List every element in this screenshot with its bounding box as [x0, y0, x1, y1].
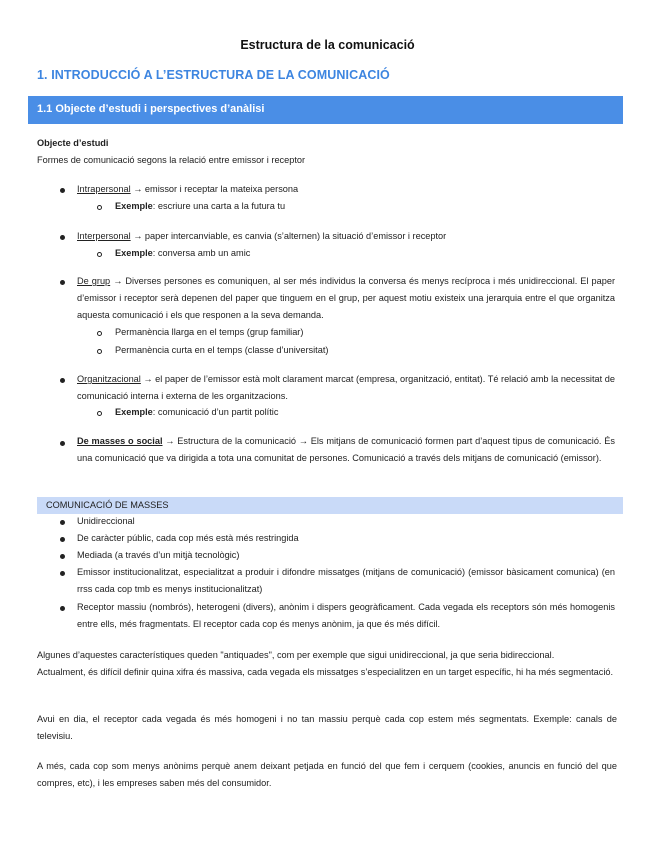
heading-1: 1. INTRODUCCIÓ A L’ESTRUCTURA DE LA COMUNICACIÓ	[37, 68, 390, 82]
bullet-icon	[60, 606, 65, 611]
sub-intrapersonal-example: Exemple: escriure una carta a la futura tu	[115, 201, 286, 211]
sub-de-grup-1: Permanència llarga en el temps (grup familiar)	[115, 327, 304, 337]
objecte-label: Objecte d’estudi	[37, 138, 109, 148]
bullet-de-masses: De masses o social → Estructura de la comunicació → Els mitjans de comunicació formen part d’aquest tipus de comunicació. És una comunicació que va dirigida a tota una comunitat de persones. Comunicació a través dels mitjans de comunicació (emissor).	[77, 436, 615, 463]
bullet-icon	[60, 554, 65, 559]
heading-3-bar	[37, 497, 623, 514]
masses-item-1: Unidireccional	[77, 516, 135, 526]
sub-interpersonal-example: Exemple: conversa amb un amic	[115, 248, 251, 258]
sub-de-grup-2: Permanència curta en el temps (classe d’universitat)	[115, 345, 329, 355]
bullet-icon	[60, 378, 65, 383]
bullet-icon	[60, 235, 65, 240]
bullet-de-grup: De grup → Diverses persones es comuniquen, al ser més individus la conversa és menys recíproca i més unidireccional. El paper d’emissor i receptor serà depenen del paper que tinguem en el grup, per aquest motiu existeix una jerarquia entre el que organitza aquesta comunicació i els que responen a la seva demanda.	[77, 276, 616, 320]
bullet-icon	[60, 280, 65, 285]
heading-2: 1.1 Objecte d’estudi i perspectives d’anàlisi	[37, 103, 265, 115]
heading-3: COMUNICACIÓ DE MASSES	[46, 500, 169, 510]
masses-item-4: Emissor institucionalitzat, especialitzat a produir i difondre missatges (mitjans de comunicació) (emissor bàsicament comunica) (en rrss cada cop tmb es menys institucionalitzat)	[77, 567, 615, 594]
bullet-intrapersonal: Intrapersonal → emissor i receptar la mateixa persona	[77, 184, 299, 194]
paragraph-1b: Actualment, és difícil definir quina xifra és massiva, cada vegada els missatges s’especialitzen en un target específic, hi ha més segmentació.	[37, 667, 614, 677]
objecte-text: Formes de comunicació segons la relació entre emissor i receptor	[37, 155, 306, 165]
sub-bullet-icon	[97, 349, 102, 354]
paragraph-3: A més, cada cop som menys anònims perquè anem deixant petjada en funció del que fem i cerquem (cookies, anuncis en funció del que compres, etc), i les empreses saben més del consumidor.	[37, 761, 617, 788]
bullet-icon	[60, 441, 65, 446]
sub-organitzacional-example: Exemple: comunicació d’un partit polític	[115, 407, 279, 417]
bullet-icon	[60, 520, 65, 525]
bullet-organitzacional: Organitzacional → el paper de l’emissor està molt clarament marcat (empresa, organització, entitat). Té relació amb la necessitat de comunicació interna i externa de les organitzacions.	[77, 374, 615, 401]
bullet-icon	[60, 537, 65, 542]
sub-bullet-icon	[97, 411, 102, 416]
heading-2-bar	[28, 96, 623, 124]
masses-item-5: Receptor massiu (nombrós), heterogeni (divers), anònim i dispers geogràficament. Cada vegada els receptors són més homogenis entre ells, més fragmentats. El receptor cada cop és menys anònim, ja que és més difícil.	[77, 602, 615, 629]
masses-item-3: Mediada (a través d’un mitjà tecnològic)	[77, 550, 240, 560]
bullet-interpersonal: Interpersonal → paper intercanviable, es canvia (s’alternen) la situació d’emissor i receptor	[77, 231, 447, 241]
sub-bullet-icon	[97, 205, 102, 210]
sub-bullet-icon	[97, 331, 102, 336]
paragraph-1a: Algunes d’aquestes característiques queden "antiquades", com per exemple que sigui unidireccional, ja que seria bidireccional.	[37, 650, 555, 660]
bullet-icon	[60, 571, 65, 576]
document-title: Estructura de la comunicació	[240, 38, 415, 52]
paragraph-2: Avui en dia, el receptor cada vegada és més homogeni i no tan massiu perquè cada cop estem més segmentats. Exemple: canals de televisiu.	[37, 714, 617, 741]
sub-bullet-icon	[97, 252, 102, 257]
bullet-icon	[60, 188, 65, 193]
masses-item-2: De caràcter públic, cada cop més està més restringida	[77, 533, 299, 543]
